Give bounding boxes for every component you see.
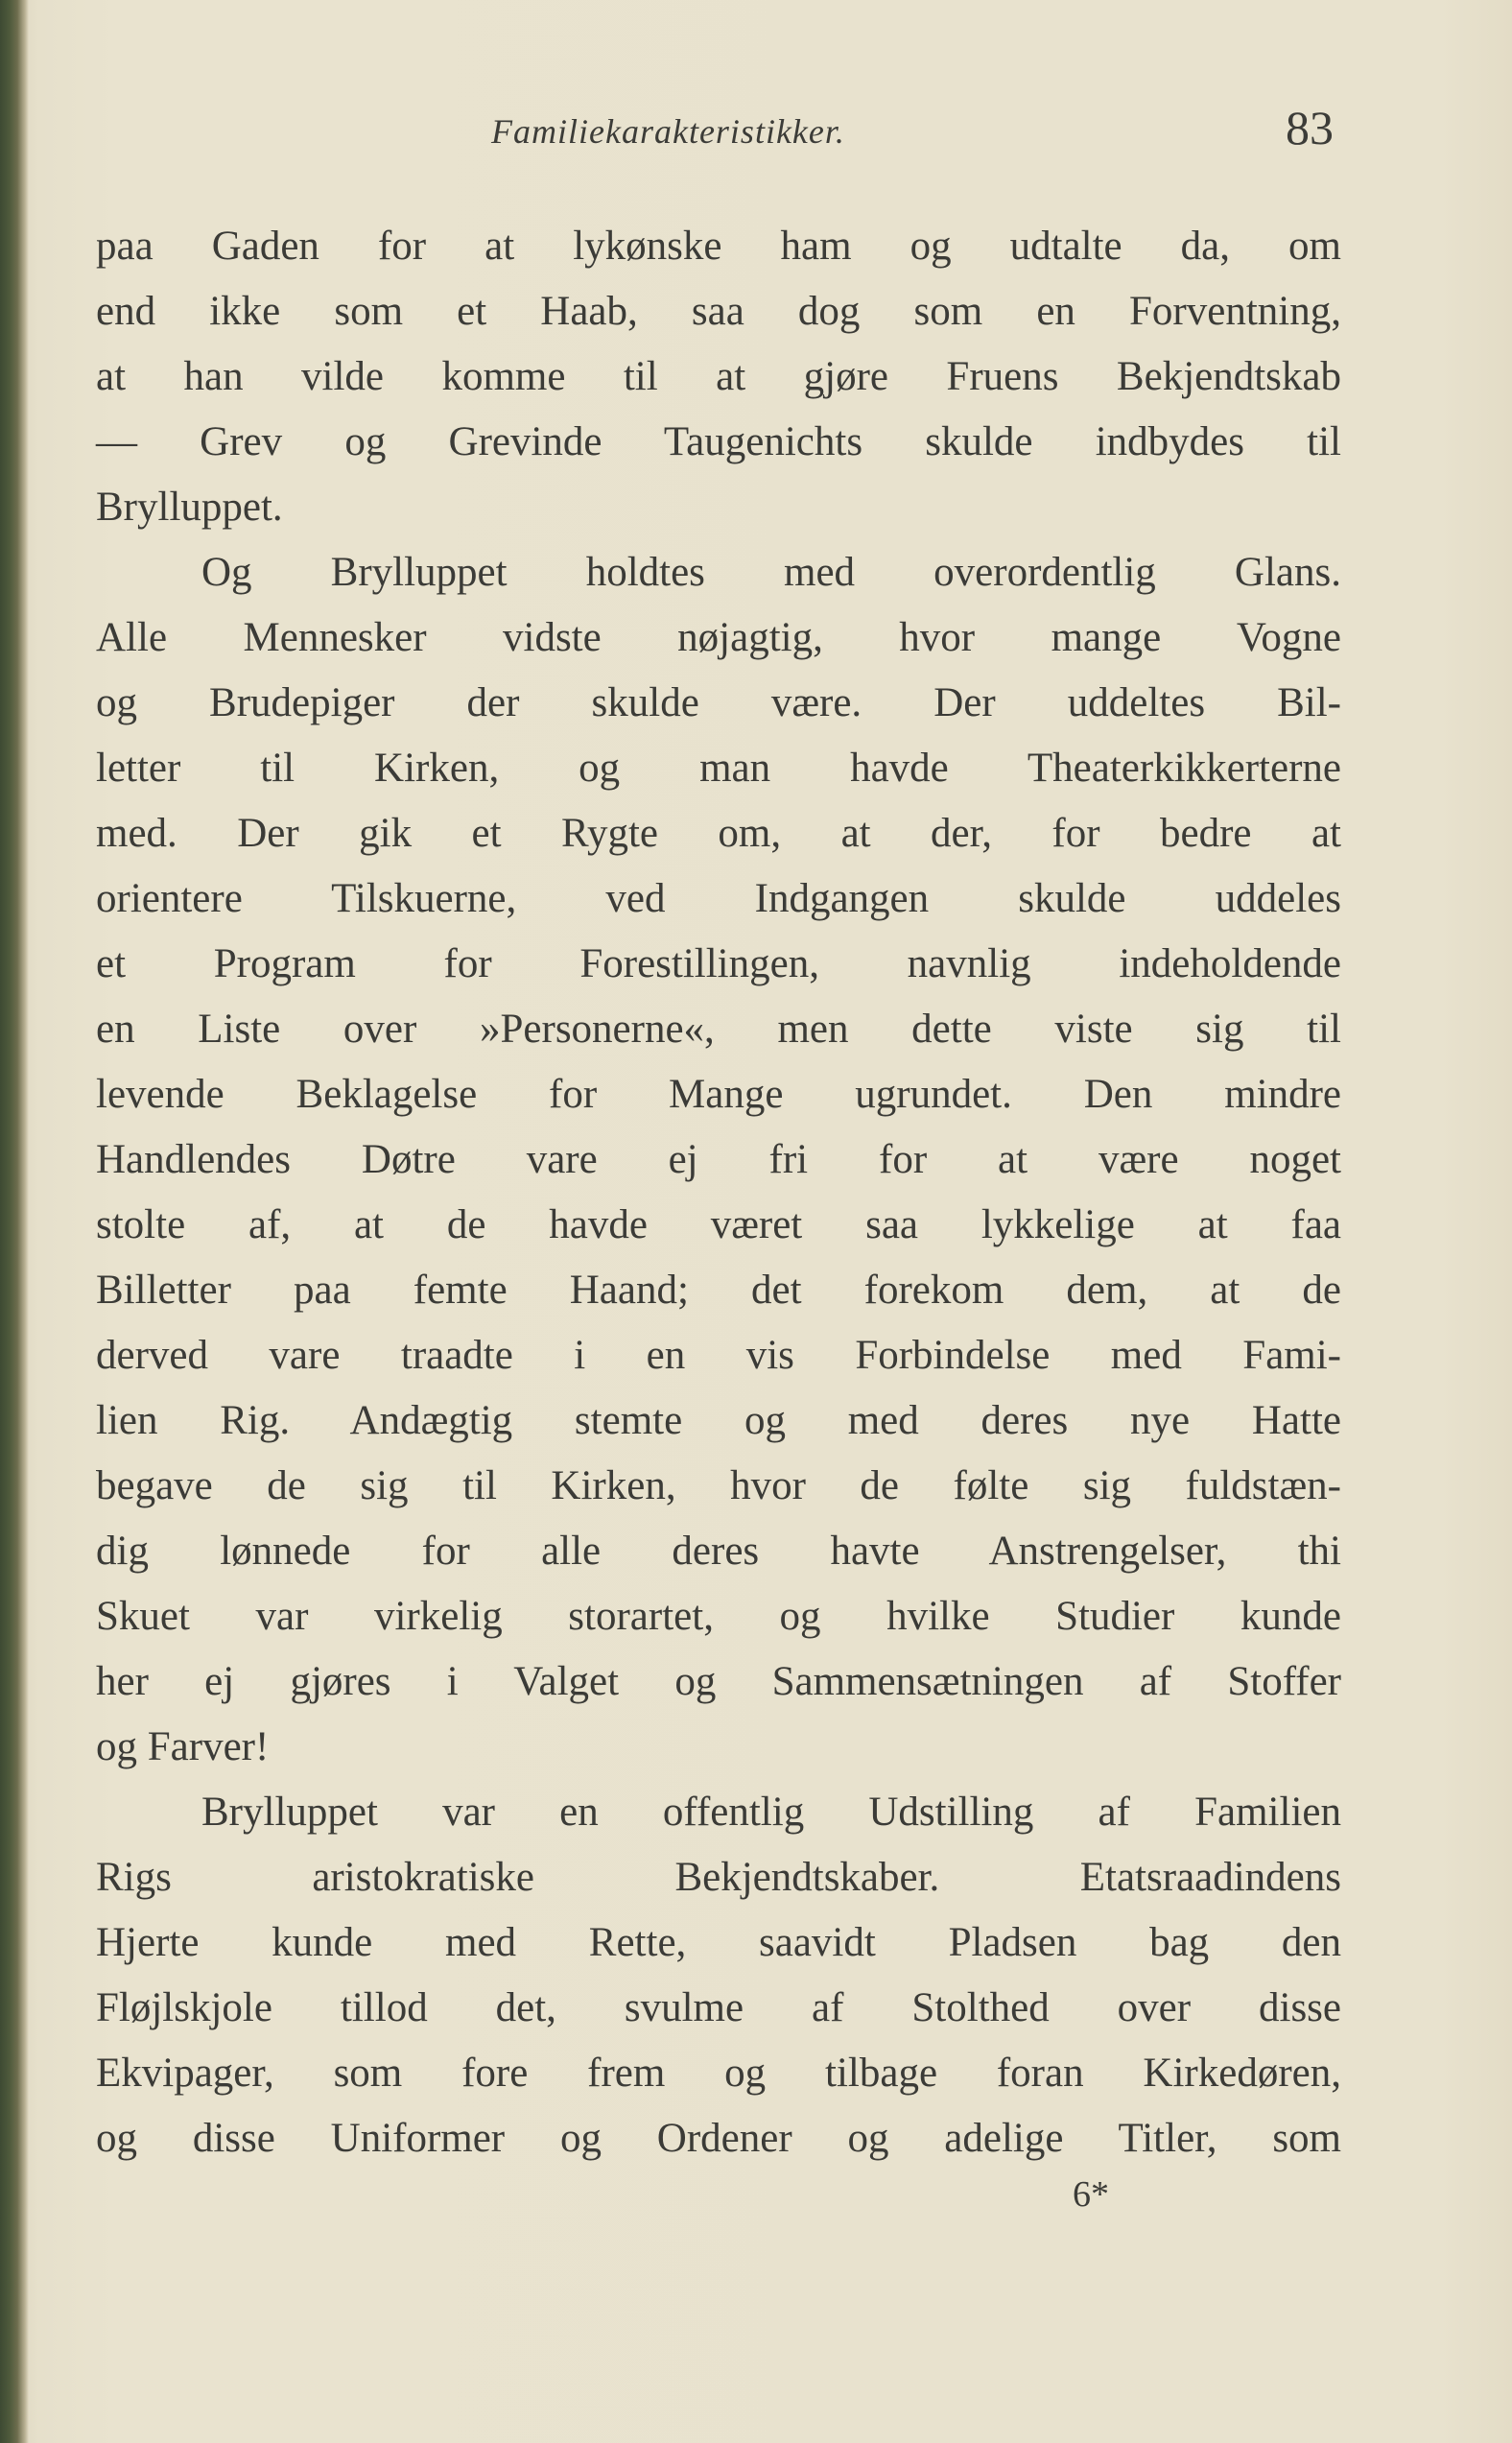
text-line: lien Rig. Andægtig stemte og med deres nye Hatte <box>96 1398 1341 1443</box>
text-line: at han vilde komme til at gjøre Fruens Bekjendtskab <box>96 354 1341 399</box>
page-header <box>96 96 1343 163</box>
text-line: derved vare traadte i en vis Forbindelse med Fami- <box>96 1333 1341 1378</box>
text-line: — Grev og Grevinde Taugenichts skulde indbydes til <box>96 419 1341 464</box>
text-line: stolte af, at de havde været saa lykkelige at faa <box>96 1202 1341 1247</box>
text-line: Fløjlskjole tillod det, svulme af Stolthed over disse <box>96 1985 1341 2030</box>
text-line: med. Der gik et Rygte om, at der, for bedre at <box>96 811 1341 856</box>
text-line: Rigs aristokratiske Bekjendtskaber. Etatsraadindens <box>96 1855 1341 1900</box>
text-line: end ikke som et Haab, saa dog som en Forventning, <box>96 289 1341 334</box>
text-line: Ekvipager, som fore frem og tilbage foran Kirkedøren, <box>96 2051 1341 2096</box>
text-line: og Farver! <box>96 1724 270 1769</box>
book-spine-edge <box>0 0 29 2443</box>
text-line: letter til Kirken, og man havde Theaterkikkerterne <box>96 746 1341 791</box>
text-line: begave de sig til Kirken, hvor de følte sig fuldstæn- <box>96 1463 1341 1508</box>
text-line: en Liste over »Personerne«, men dette viste sig til <box>96 1007 1341 1052</box>
text-line: og disse Uniformer og Ordener og adelige Titler, som <box>96 2116 1341 2161</box>
text-line: Skuet var virkelig storartet, og hvilke Studier kunde <box>96 1594 1341 1639</box>
text-line: orientere Tilskuerne, ved Indgangen skulde uddeles <box>96 876 1341 921</box>
text-line: paa Gaden for at lykønske ham og udtalte da, om <box>96 224 1341 269</box>
text-line: levende Beklagelse for Mange ugrundet. Den mindre <box>96 1072 1341 1117</box>
paragraph-start-line: Og Brylluppet holdtes med overordentlig Glans. <box>201 550 1341 595</box>
paragraph-start-line: Brylluppet var en offentlig Udstilling af Familien <box>201 1790 1341 1835</box>
running-title: Familiekarakteristikker. <box>491 112 845 151</box>
text-line: her ej gjøres i Valget og Sammensætningen af Stoffer <box>96 1659 1341 1704</box>
text-line: Alle Mennesker vidste nøjagtig, hvor mange Vogne <box>96 615 1341 660</box>
page-number: 83 <box>1286 101 1334 154</box>
text-line: Hjerte kunde med Rette, saavidt Pladsen bag den <box>96 1920 1341 1965</box>
text-line: dig lønnede for alle deres havte Anstrengelser, thi <box>96 1529 1341 1574</box>
text-line: Billetter paa femte Haand; det forekom dem, at de <box>96 1268 1341 1313</box>
text-line: og Brudepiger der skulde være. Der uddeltes Bil- <box>96 680 1341 725</box>
text-line: Handlendes Døtre vare ej fri for at være noget <box>96 1137 1341 1182</box>
body-text <box>96 214 1341 2171</box>
text-line: et Program for Forestillingen, navnlig indeholdende <box>96 941 1341 986</box>
text-line: Brylluppet. <box>96 485 283 530</box>
signature-mark: 6* <box>1073 2174 1109 2215</box>
